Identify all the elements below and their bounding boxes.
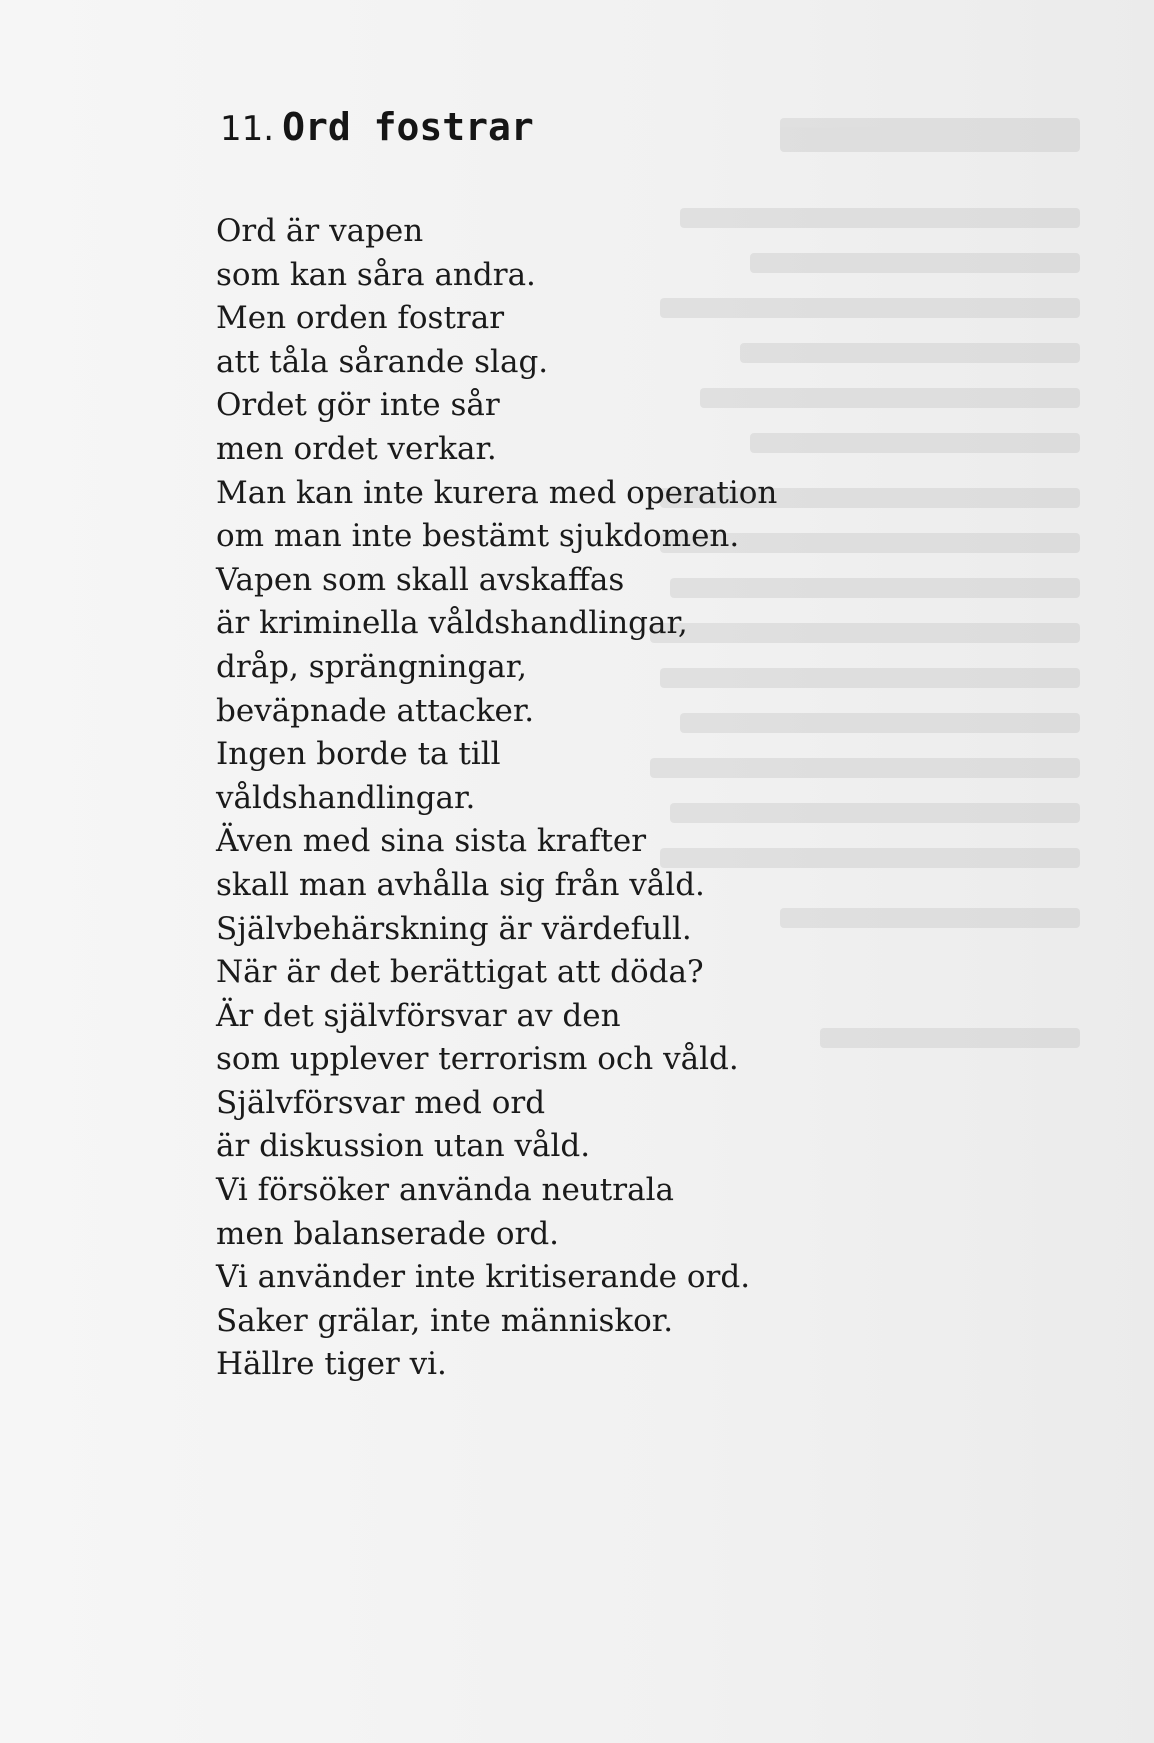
poem-line: Ord är vapen <box>216 213 424 249</box>
poem-line: Självbehärskning är värdefull. <box>216 910 692 947</box>
poem-line: Man kan inte kurera med operation <box>216 474 778 511</box>
poem-line: är kriminella våldshandlingar, <box>216 605 688 642</box>
poem-line: våldshandlingar. <box>216 779 476 816</box>
poem-line: att tåla sårande slag. <box>216 343 549 380</box>
poem-title: Ord fostrar <box>282 105 534 149</box>
poem-line: Självförsvar med ord <box>216 1084 546 1121</box>
poem-line: som kan såra andra. <box>216 256 536 293</box>
poem-line: men balanserade ord. <box>216 1215 560 1252</box>
poem-line: Hällre tiger vi. <box>216 1346 447 1383</box>
poem-line: dråp, sprängningar, <box>216 648 527 685</box>
poem-line: skall man avhålla sig från våld. <box>216 866 705 903</box>
poem-line: Även med sina sista krafter <box>216 823 647 860</box>
poem-line: Ingen borde ta till <box>216 736 501 773</box>
poem-line: Saker grälar, inte människor. <box>216 1302 674 1339</box>
poem-line: men ordet verkar. <box>216 430 497 467</box>
poem-number: 11. <box>220 109 275 149</box>
poem-line: Vi försöker använda neutrala <box>216 1172 674 1209</box>
poem-line: När är det berättigat att döda? <box>216 954 704 991</box>
poem-line: Vi använder inte kritiserande ord. <box>216 1259 751 1296</box>
poem-heading <box>220 105 534 149</box>
poem-line: beväpnade attacker. <box>216 692 535 729</box>
poem-line: Är det självförsvar av den <box>216 997 621 1034</box>
poem-line: Ordet gör inte sår <box>216 387 500 424</box>
poem-line: som upplever terrorism och våld. <box>216 1041 739 1078</box>
poem-body <box>216 210 1036 1387</box>
poem-line: Vapen som skall avskaffas <box>216 561 625 598</box>
poem-line: är diskussion utan våld. <box>216 1128 591 1165</box>
poem-line: Men orden fostrar <box>216 300 505 337</box>
poem-line: om man inte bestämt sjukdomen. <box>216 518 740 555</box>
